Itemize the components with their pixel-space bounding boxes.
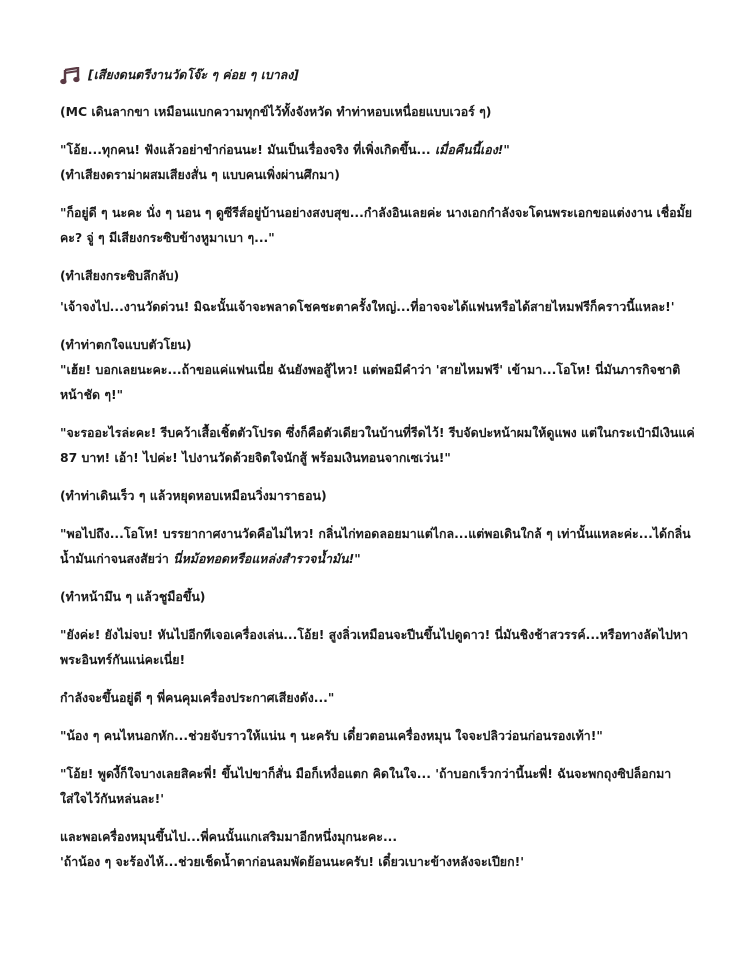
dialogue-paragraph: "เฮ้ย! บอกเลยนะคะ...ถ้าขอแค่แฟนเนี่ย ฉันยังพอสู้ไหว! แต่พอมีคำว่า 'สายไหมฟรี' เข้ามา...โอโห! นี่มันภารกิจชาติหน้าชัด ๆ!"	[60, 362, 681, 402]
dialogue-paragraph: 'เจ้าจงไป...งานวัดด่วน! มิฉะนั้นเจ้าจะพลาดโชคชะตาครั้งใหญ่...ที่อาจจะได้แฟนหรือได้สายไหมฟรีก็คราวนี้แหละ!'	[60, 299, 675, 314]
scene-heading	[60, 66, 696, 85]
stage-direction: (ทำท่าตกใจแบบตัวโยน)	[60, 337, 192, 352]
stage-direction: (ทำเสียงดราม่าผสมเสียงสั่น ๆ แบบคนเพิ่งผ่านศึกมา)	[60, 167, 340, 182]
dialogue-paragraph: "ก็อยู่ดี ๆ นะคะ นั่ง ๆ นอน ๆ ดูซีรีส์อยู่บ้านอย่างสงบสุข...กำลังอินเลยค่ะ นางเอกกำลังจะโดนพระเอกขอแต่งงาน เชื่อมั้ยคะ? จู่ ๆ มีเสียงกระซิบข้างหูมาเบา ๆ..."	[60, 205, 693, 245]
dialogue-paragraph: "จะรออะไรล่ะคะ! รีบคว้าเสื้อเชิ้ตตัวโปรด ซึ่งก็คือตัวเดียวในบ้านที่รีดไว้! รีบจัดปะหน้าผมให้ดูแพง แต่ในกระเป๋ามีเงินแค่ 87 บาท! เอ้า! ไปค่ะ! ไปงานวัดด้วยจิตใจนักสู้ พร้อมเงินทอนจากเซเว่น!"	[60, 425, 695, 465]
scene-title: [เสียงดนตรีงานวัดโจ๊ะ ๆ ค่อย ๆ เบาลง]	[88, 67, 299, 82]
stage-direction: (MC เดินลากขา เหมือนแบกความทุกข์ไว้ทั้งจังหวัด ทำท่าหอบเหนื่อยแบบเวอร์ ๆ)	[60, 104, 492, 119]
stage-direction: (ทำหน้ามึน ๆ แล้วชูมือขึ้น)	[60, 589, 206, 604]
dialogue-paragraph: "น้อง ๆ คนไหนอกหัก...ช่วยจับราวให้แน่น ๆ นะครับ เดี๋ยวตอนเครื่องหมุน ใจจะปลิวว่อนก่อนรองเท้า!"	[60, 728, 603, 743]
music-notes-icon	[60, 67, 80, 85]
stage-direction: (ทำเสียงกระซิบลึกลับ)	[60, 268, 180, 283]
dialogue-paragraph: "โอ้ย...ทุกคน! ฟังแล้วอย่าขำก่อนนะ! มันเป็นเรื่องจริง ที่เพิ่งเกิดขึ้น... เมื่อคืนนี้เอง!"	[60, 142, 510, 157]
dialogue-paragraph: "พอไปถึง...โอโห! บรรยากาศงานวัดคือไม่ไหว! กลิ่นไก่ทอดลอยมาแต่ไกล...แต่พอเดินใกล้ ๆ เท่านั้นแหละค่ะ...ได้กลิ่นน้ำมันเก่าจนสงสัยว่า นี่หม้อทอดหรือแหล่งสำรวจน้ำมัน!"	[60, 526, 691, 566]
dialogue-paragraph: กำลังจะขึ้นอยู่ดี ๆ พี่คนคุมเครื่องประกาศเสียงดัง..."	[60, 690, 335, 705]
dialogue-paragraph: "โอ้ย! พูดงี้ก็ใจบางเลยสิคะพี่! ขึ้นไปขาก็สั่น มือก็เหงื่อแตก คิดในใจ... 'ถ้าบอกเร็วกว่านี้นะพี่! ฉันจะพกถุงซิปล็อกมาใส่ใจไว้กันหล่นละ!'	[60, 766, 672, 806]
dialogue-paragraph: และพอเครื่องหมุนขึ้นไป...พี่คนนั้นแกเสริมมาอีกหนึ่งมุกนะคะ...	[60, 829, 398, 844]
dialogue-paragraph: "ยังค่ะ! ยังไม่จบ! หันไปอีกทีเจอเครื่องเล่น...โอ้ย! สูงลิ่วเหมือนจะปีนขึ้นไปดูดาว! นี่มันชิงช้าสวรรค์...หรือทางลัดไปหาพระอินทร์กันแน่คะเนี่ย!	[60, 627, 689, 667]
dialogue-paragraph: 'ถ้าน้อง ๆ จะร้องไห้...ช่วยเช็ดน้ำตาก่อนลมพัดย้อนนะครับ! เดี๋ยวเบาะข้างหลังจะเปียก!'	[60, 854, 525, 869]
stage-direction: (ทำท่าเดินเร็ว ๆ แล้วหยุดหอบเหมือนวิ่งมาราธอน)	[60, 488, 327, 503]
